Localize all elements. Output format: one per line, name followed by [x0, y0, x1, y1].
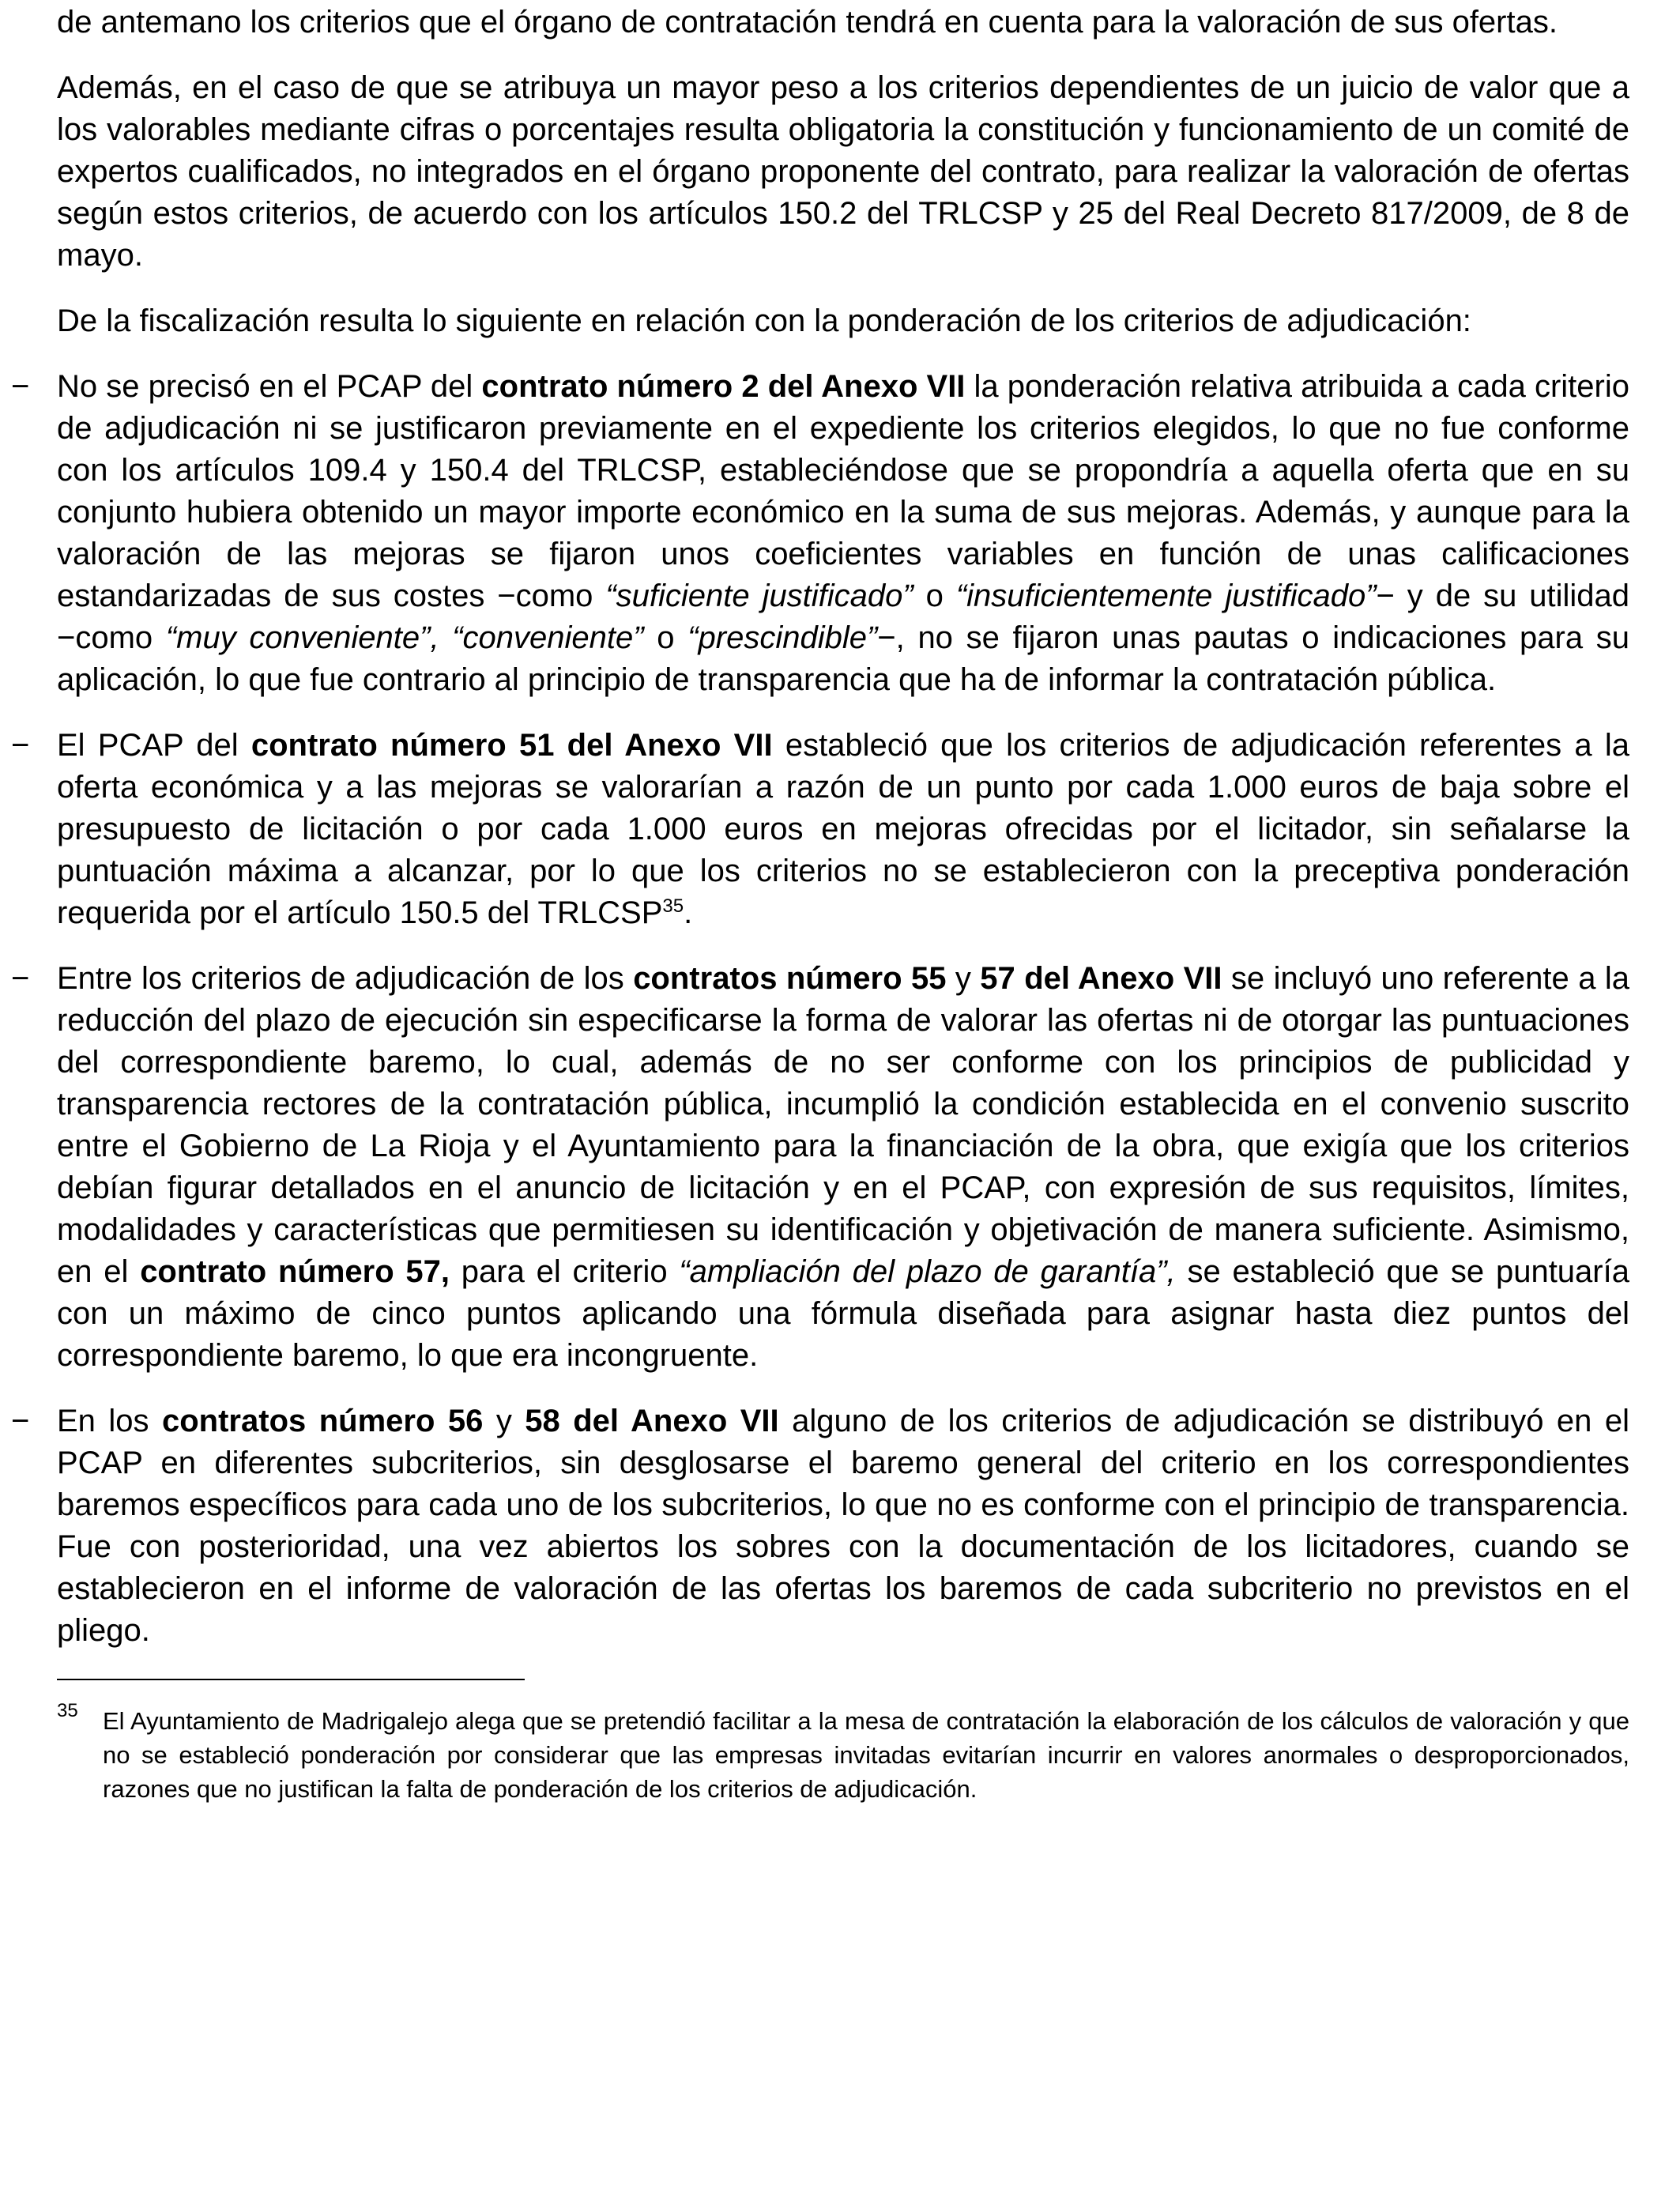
footnote-separator — [57, 1679, 525, 1680]
contract-reference: contratos número 55 — [633, 961, 947, 996]
footnote — [57, 1700, 1629, 1806]
bullet-dash-marker: − — [11, 1404, 30, 1438]
paragraph-intro-continuation: de antemano los criterios que el órgano de contratación tendrá en cuenta para la valoración de sus ofertas. — [57, 5, 1558, 40]
quoted-term: “suficiente justificado” — [605, 579, 913, 613]
contract-reference: contratos número 56 — [162, 1404, 484, 1438]
quoted-term: “insuficientemente justificado” — [955, 579, 1377, 613]
contract-reference: 58 del Anexo VII — [525, 1404, 779, 1438]
quoted-term: “muy conveniente”, “conveniente” — [165, 620, 644, 655]
paragraph-fiscalization-lead: De la fiscalización resulta lo siguiente en relación con la ponderación de los criterios de adjudicación: — [57, 303, 1471, 338]
paragraph-expert-committee: Además, en el caso de que se atribuya un mayor peso a los criterios dependientes de un juicio de valor que a los valorables mediante cifras o porcentajes resulta obligatoria la constitución y funcionamiento de un comité de expertos cualificados, no integrados en el órgano proponente del contrato, para realizar la valoración de ofertas según estos criterios, de acuerdo con los artículos 150.2 del TRLCSP y 25 del Real Decreto 817/2009, de 8 de mayo. — [57, 70, 1629, 273]
bullet-item-contracts-56-58: − En los contratos número 56 y 58 del Anexo VII alguno de los criterios de adjudicación se distribuyó en el PCAP en diferentes subcriterios, sin desglosarse el baremo general del criterio en los correspondientes baremos específicos para cada uno de los subcriterios, lo que no es conforme con el principio de transparencia. Fue con posterioridad, una vez abiertos los sobres con la documentación de los licitadores, cuando se establecieron en el informe de valoración de las ofertas los baremos de cada subcriterio no previstos en el pliego. — [57, 1400, 1629, 1652]
bullet-dash-marker: − — [11, 728, 30, 763]
bullet-dash-marker: − — [11, 369, 30, 404]
footnote-reference[interactable]: 35 — [662, 895, 684, 917]
quoted-term: “prescindible” — [687, 620, 878, 655]
quoted-term: “ampliación del plazo de garantía”, — [679, 1254, 1176, 1289]
bullet-dash-marker: − — [11, 961, 30, 996]
footnote-text: El Ayuntamiento de Madrigalejo alega que se pretendió facilitar a la mesa de contratación la elaboración de los cálculos de valoración y que no se estableció ponderación por considerar que las empresas invitadas evitarían incurrir en valores anormales o desproporcionados, razones que no justifican la falta de ponderación de los criterios de adjudicación. — [103, 1707, 1629, 1803]
document-page — [11, 0, 1630, 1806]
bullet-item-contract-51: − El PCAP del contrato número 51 del Anexo VII estableció que los criterios de adjudicación referentes a la oferta económica y a las mejoras se valorarían a razón de un punto por cada 1.000 euros de baja sobre el presupuesto de licitación o por cada 1.000 euros en mejoras ofrecidas por el licitador, sin señalarse la puntuación máxima a alcanzar, por lo que los criterios no se establecieron con la preceptiva ponderación requerida por el artículo 150.5 del TRLCSP$^{35}$. — [57, 725, 1629, 934]
bullet-item-contract-2: − No se precisó en el PCAP del contrato número 2 del Anexo VII la ponderación relativa atribuida a cada criterio de adjudicación ni se justificaron previamente en el expediente los criterios elegidos, lo que no fue conforme con los artículos 109.4 y 150.4 del TRLCSP, estableciéndose que se propondría a aquella oferta que en su conjunto hubiera obtenido un mayor importe económico en la suma de sus mejoras. Además, y aunque para la valoración de las mejoras se fijaron unos coeficientes variables en función de unas calificaciones estandarizadas de sus costes −como “suficiente justificado” o “insuficientemente justificado”− y de su utilidad −como “muy conveniente”, “conveniente” o “prescindible”−, no se fijaron unas pautas o indicaciones para su aplicación, lo que fue contrario al principio de transparencia que ha de informar la contratación pública. — [57, 366, 1629, 701]
bullet-item-contracts-55-57: − Entre los criterios de adjudicación de los contratos número 55 y 57 del Anexo VII se incluyó uno referente a la reducción del plazo de ejecución sin especificarse la forma de valorar las ofertas ni de otorgar las puntuaciones del correspondiente baremo, lo cual, además de no ser conforme con los principios de publicidad y transparencia rectores de la contratación pública, incumplió la condición establecida en el convenio suscrito entre el Gobierno de La Rioja y el Ayuntamiento para la financiación de la obra, que exigía que los criterios debían figurar detallados en el anuncio de licitación y en el PCAP, con expresión de sus requisitos, límites, modalidades y características que permitiesen su identificación y objetivación de manera suficiente. Asimismo, en el contrato número 57, para el criterio “ampliación del plazo de garantía”, se estableció que se puntuaría con un máximo de cinco puntos aplicando una fórmula diseñada para asignar hasta diez puntos del correspondiente baremo, lo que era incongruente. — [57, 958, 1629, 1377]
contract-reference: contrato número 57, — [140, 1254, 450, 1289]
contract-reference: contrato número 51 del Anexo VII — [250, 728, 773, 763]
footnote-number: 35 — [57, 1700, 78, 1721]
contract-reference: 57 del Anexo VII — [980, 961, 1222, 996]
contract-reference: contrato número 2 del Anexo VII — [481, 369, 966, 404]
